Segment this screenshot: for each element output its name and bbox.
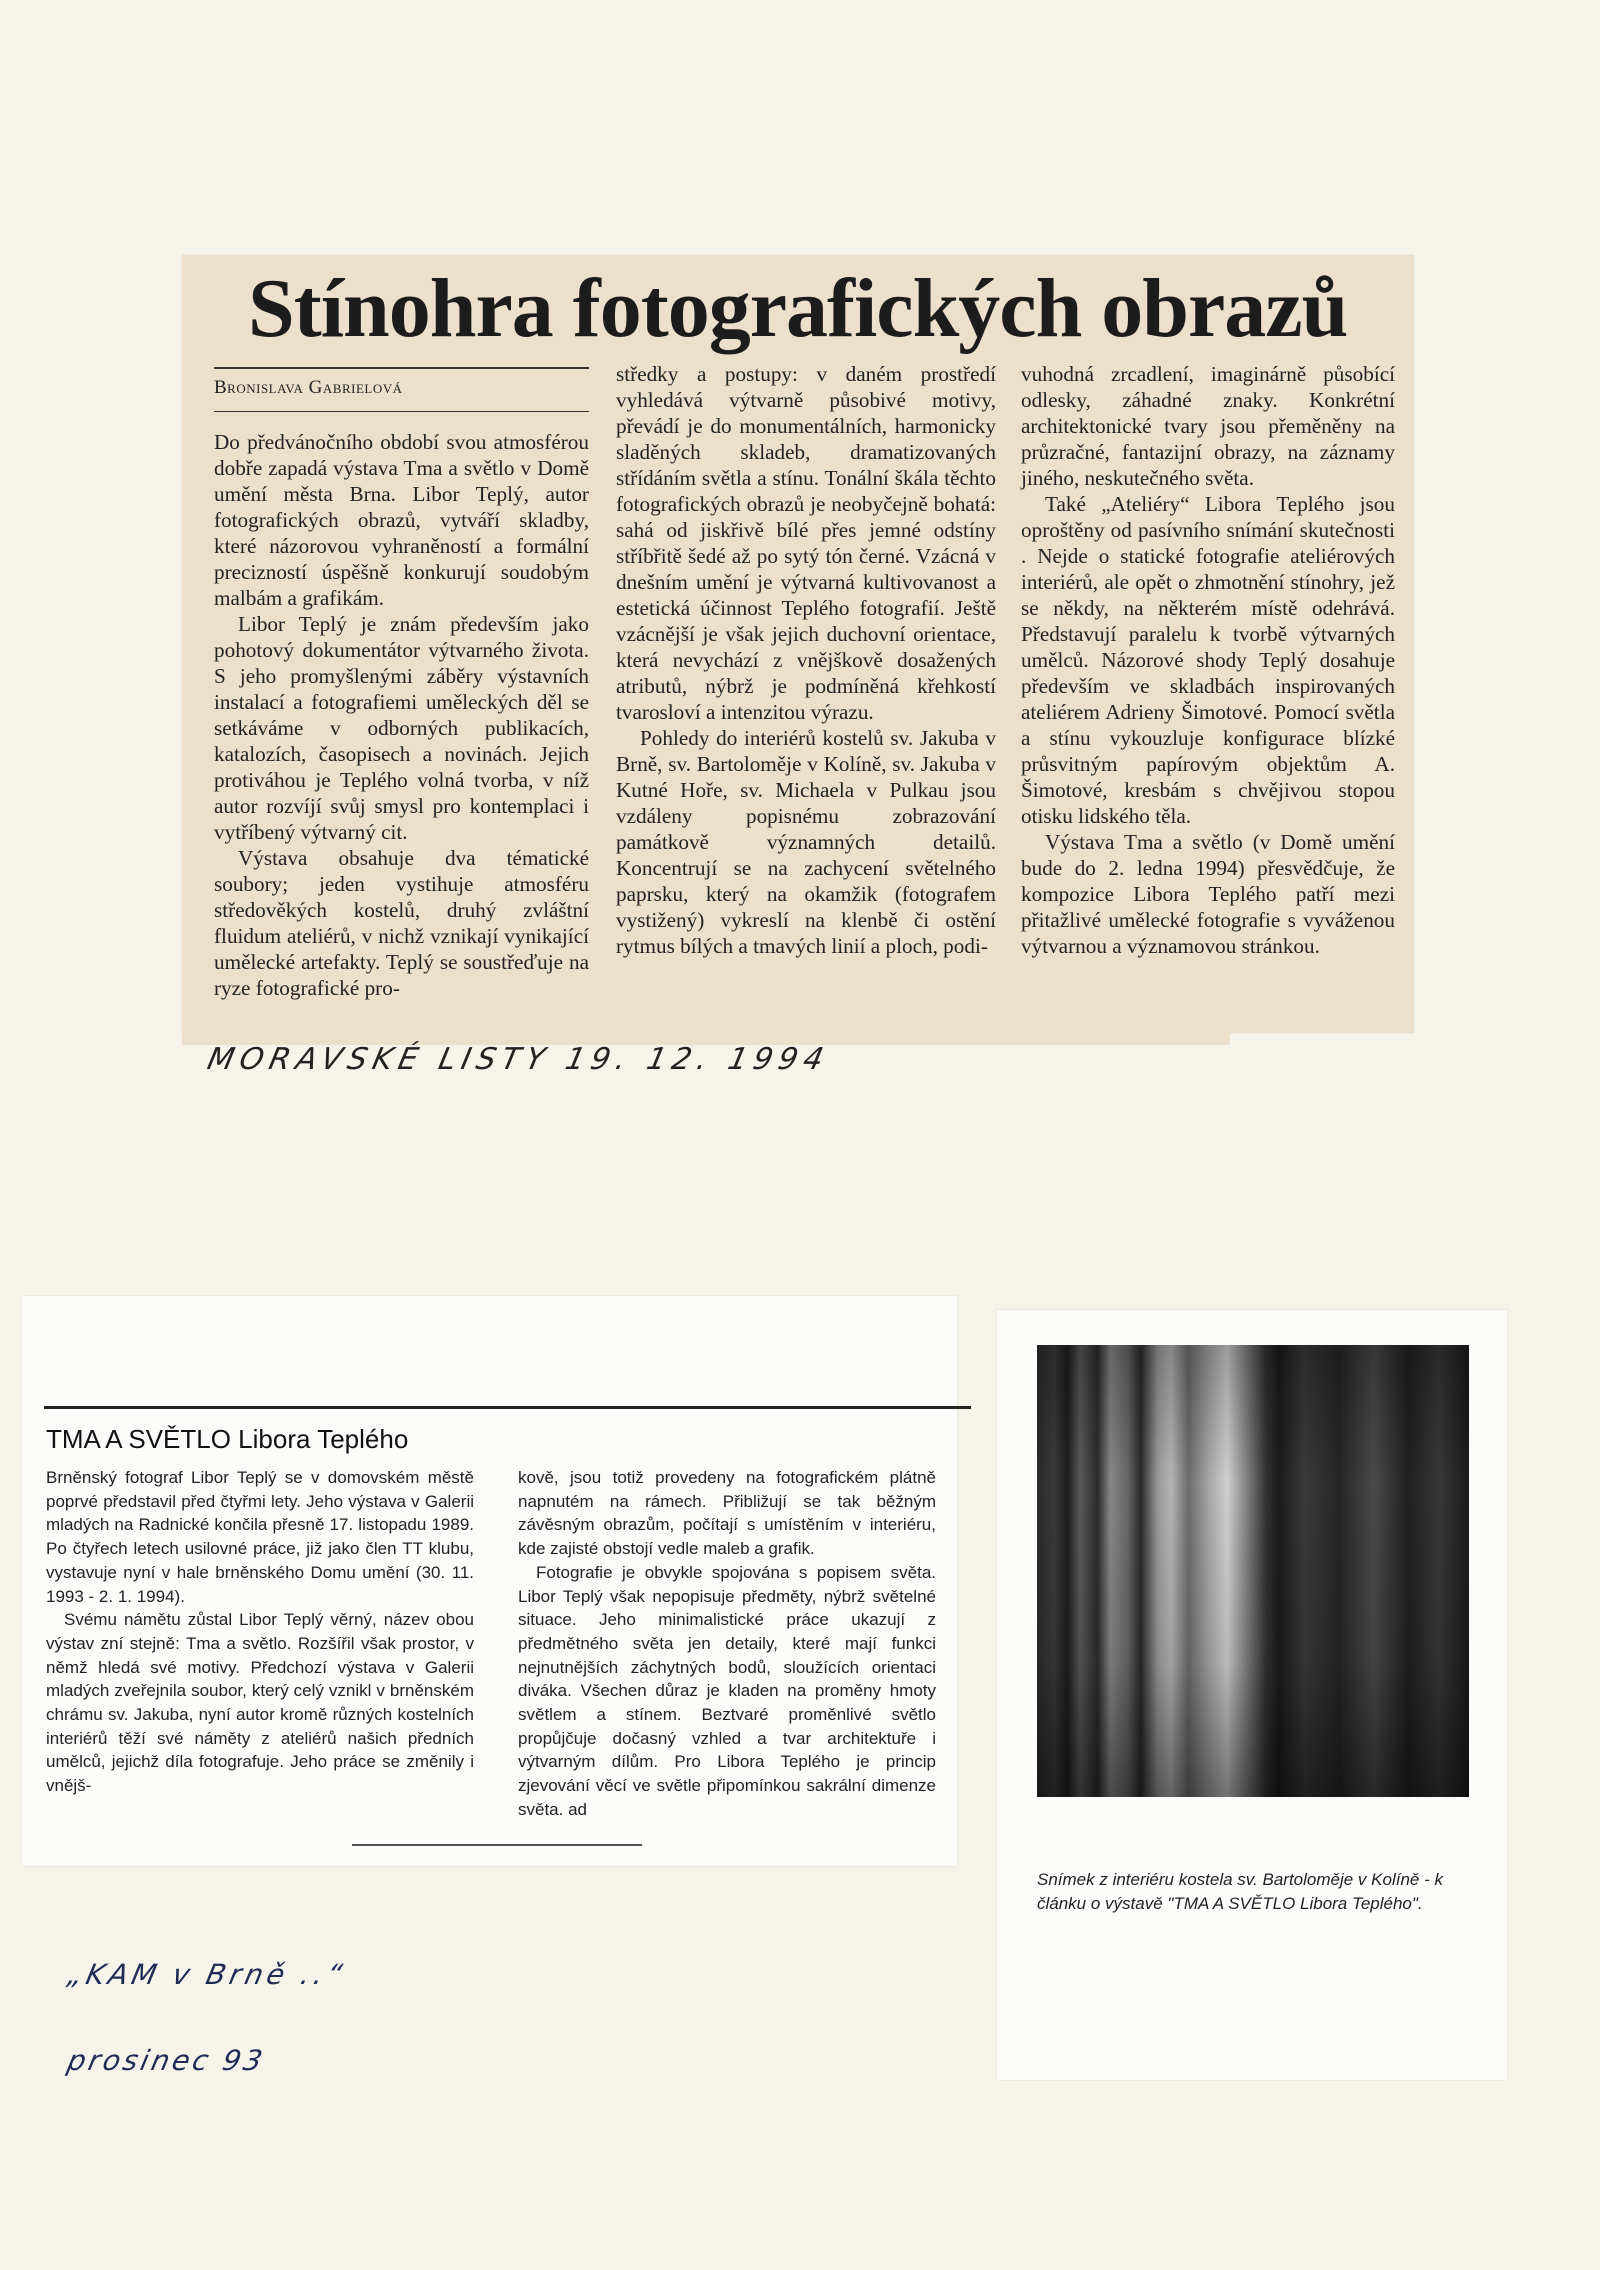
paragraph: Výstava obsahuje dva tématické soubory; jeden vystihuje atmosféru středověkých kostelů, druhý zvláštní fluidum ateliérů, v nichž vznikají vynikající umělecké artefakty. Teplý se soustřeďuje na ryze fotografické pro- <box>214 846 589 1000</box>
end-rule <box>352 1844 642 1846</box>
article-column-1 <box>46 1466 474 1798</box>
paragraph: Brněnský fotograf Libor Teplý se v domovském městě poprvé představil před čtyřmi lety. Jeho výstava v Galerii mladých na Radnické končila přesně 17. listopadu 1989. Po čtyřech letech usilovné práce, již jako člen TT klubu, vystavuje nyní v hale brněnského Domu umění (30. 11. 1993 - 2. 1. 1994). <box>46 1468 474 1606</box>
paragraph: kově, jsou totiž provedeny na fotografickém plátně napnutém na rámech. Přibližují se tak běžným závěsným obrazům, počítají s umístěním v interiéru, kde zajisté obstojí vedle maleb a grafik. <box>518 1468 936 1559</box>
paragraph: Libor Teplý je znám především jako pohotový dokumentátor výtvarného života. S jeho promyšlenými záběry výstavních instalací a fotografiemi uměleckých děl se setkáváme v odborných publikacích, katalozích, časopisech a novinách. Jejich protiváhou je Teplého volná tvorba, v níž autor rozvíjí svůj smysl pro kontemplaci i vytříbený výtvarný cit. <box>214 612 589 844</box>
paragraph: Také „Ateliéry“ Libora Teplého jsou oproštěny od pasívního snímání skutečnosti . Nejde o statické fotografie ateliérových interiérů, ale opět o zhmotnění stínohry, jež se někdy, na některém místě odehrává. Představují paralelu k tvorbě výtvarných umělců. Názorové shody Teplý dosahuje především ve skladbách inspirovaných ateliérem Adrieny Šimotové. Pomocí světla a stínu vykouzluje konfigurace blízké průsvitným papírovým objektům A. Šimotové, kresbám s chvějivou stopou otisku lidského těla. <box>1021 492 1395 828</box>
church-interior-photo <box>1037 1345 1469 1797</box>
byline-rule <box>214 411 589 412</box>
article-headline: Stínohra fotografických obrazů <box>248 262 1348 355</box>
byline-rule <box>214 367 589 369</box>
photo-caption: Snímek z interiéru kostela sv. Bartoloměje v Kolíně - k článku o výstavě "TMA A SVĚTLO Libora Teplého". <box>1037 1870 1443 1913</box>
newspaper-clipping-moravske-listy <box>182 255 1414 1033</box>
paragraph: Do předvánočního období svou atmosférou dobře zapadá výstava Tma a světlo v Domě umění města Brna. Libor Teplý, autor fotografických obrazů, vytváří skladby, které názorovou vyhraněností a formální precizností úspěšně konkurují soudobým malbám a grafikám. <box>214 430 589 610</box>
article-title: TMA A SVĚTLO Libora Teplého <box>46 1424 409 1454</box>
article-column-2 <box>518 1466 936 1822</box>
article-column-1 <box>214 429 589 1001</box>
paragraph: vuhodná zrcadlení, imaginárně působící odlesky, záhadné znaky. Konkrétní architektonické tvary jsou přeměněny na průzračné, fantazijní obrazy, na záznamy jiného, neskutečného světa. <box>1021 362 1395 490</box>
paragraph: Výstava Tma a světlo (v Domě umění bude do 2. ledna 1994) přesvědčuje, že kompozice Libora Teplého patří mezi přitažlivé umělecké fotografie s vyváženou výtvarnou a významovou stránkou. <box>1021 830 1395 958</box>
article-column-3 <box>1021 361 1395 959</box>
handwritten-source-note: MORAVSKÉ LISTY 19. 12. 1994 <box>204 1042 833 1077</box>
article-byline: Bronislava Gabrielová <box>214 377 403 398</box>
photo-clipping <box>997 1310 1507 2080</box>
article-column-2 <box>616 361 996 959</box>
photo-shading <box>1037 1345 1469 1797</box>
paragraph: středky a postupy: v daném prostředí vyhledává výtvarně působivé motivy, převádí je do monumentálních, harmonicky sladěných skladeb, dramatizovaných střídáním světla a stínu. Tonální škála těchto fotografických obrazů je neobyčejně bohatá: sahá od jiskřivě bílé přes jemné odstíny stříbřitě šedé až po sytý tón černé. Vzácná v dnešním umění je výtvarná kultivovanost a estetická účinnost Teplého fotografií. Ještě vzácnější je však jejich duchovní orientace, která nevychází z vnějškově dosažených atributů, nýbrž je podmíněná křehkostí tvarosloví a intenzitou výrazu. <box>616 362 996 724</box>
handwritten-date-note: prosinec 93 <box>64 2044 269 2077</box>
handwritten-source-note: „KAM v Brně ..“ <box>64 1958 349 1991</box>
paragraph: Fotografie je obvykle spojována s popisem světa. Libor Teplý však nepopisuje předměty, nýbrž světelné situace. Jeho minimalistické práce ukazují z předmětného světa jen detaily, které mají funkci nejnutnějších záchytných bodů, sloužících orientaci diváka. Všechen důraz je kladen na proměny hmoty světlem a stínem. Beztvaré proměnlivé světlo propůjčuje dočasný vzhled a tvar architektuře i výtvarným dílům. Pro Libora Teplého je princip zjevování věcí ve světle připomínkou sakrální dimenze světa. ad <box>518 1562 936 1819</box>
paragraph: Pohledy do interiérů kostelů sv. Jakuba v Brně, sv. Bartoloměje v Kolíně, sv. Jakuba v Kutné Hoře, sv. Michaela v Pulkau jsou vzdáleny popisnému zobrazování památkově významných detailů. Koncentrují se na zachycení světelného paprsku, který na okamžik (fotografem vystižený) vykreslí na klenbě či ostění rytmus bílých a tmavých linií a ploch, podi- <box>616 726 996 958</box>
paragraph: Svému námětu zůstal Libor Teplý věrný, název obou výstav zní stejně: Tma a světlo. Rozšířil však prostor, v němž hledá své motivy. Předchozí výstava v Galerii mladých zveřejnila soubor, který celý vznikl v brněnském chrámu sv. Jakuba, nyní autor kromě různých kostelních interiérů těží své náměty z ateliérů našich předních umělců, jejichž díla fotografuje. Jeho práce se změnily i vnějš- <box>46 1610 474 1796</box>
newspaper-clipping-kam-v-brne <box>22 1296 957 1866</box>
title-rule <box>44 1406 971 1409</box>
